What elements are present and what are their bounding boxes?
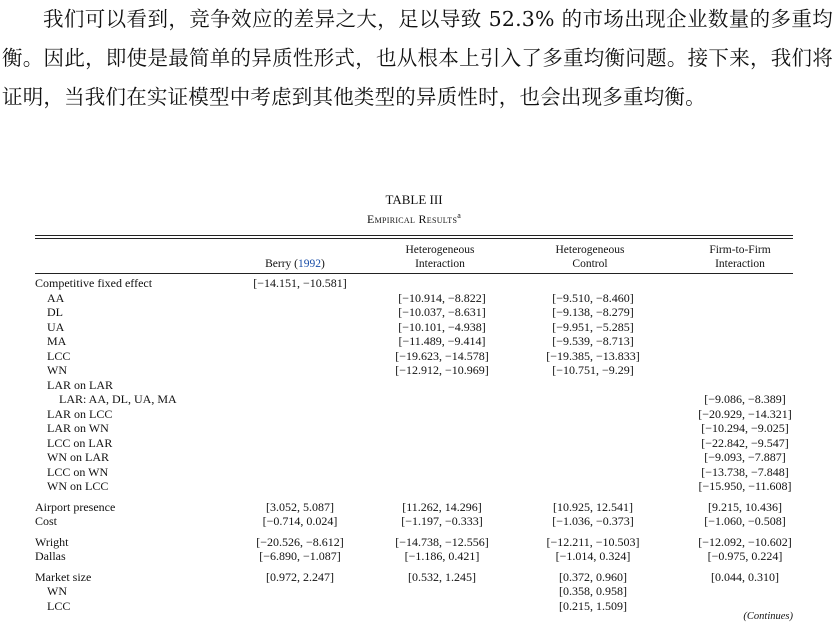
table-cell: [−9.138, −8.279] [552, 305, 634, 319]
table-cell: [−20.929, −14.321] [698, 406, 792, 421]
row-label: DL [47, 305, 63, 319]
table-cell: [−9.951, −5.285] [552, 319, 634, 334]
table-cell: [−1.014, 0.324] [555, 549, 631, 563]
table-row [35, 276, 793, 291]
table-title: TABLE III [385, 192, 443, 207]
table-row [35, 535, 793, 550]
row-label: LCC on LAR [47, 435, 113, 450]
table-header [35, 239, 793, 274]
table-row [35, 349, 793, 364]
table-row [35, 584, 793, 599]
table-cell: [−1.060, −0.508] [704, 514, 786, 528]
table-subtitle [35, 209, 793, 226]
table-cell: [−20.526, −8.612] [256, 534, 344, 549]
table-body [35, 276, 793, 613]
row-label: Market size [35, 569, 92, 584]
continues-note: (Continues) [743, 611, 793, 622]
column-header-heterogeneous-control: Heterogeneous Control [555, 244, 625, 270]
row-label: Dallas [35, 549, 66, 563]
table-row [35, 407, 793, 422]
row-label: UA [47, 319, 65, 334]
table-cell: [0.358, 0.958] [559, 584, 627, 598]
results-table [35, 192, 793, 613]
table-cell: [−1.036, −0.373] [552, 514, 634, 528]
row-label: Cost [35, 514, 58, 528]
table-row [35, 465, 793, 480]
table-cell: [11.262, 14.296] [402, 499, 482, 514]
table-row [35, 320, 793, 335]
table-cell: [−15.950, −11.608] [698, 479, 792, 493]
table-cell: [−12.211, −10.503] [546, 534, 640, 549]
table-row [35, 549, 793, 564]
table-cell: [9.215, 10.436] [708, 499, 782, 514]
row-label: MA [47, 334, 67, 348]
table-row [35, 305, 793, 320]
column-header-berry: Berry (1992) [265, 258, 325, 270]
table-top-rule [35, 235, 793, 236]
row-label: Competitive fixed effect [35, 276, 153, 290]
row-label: Airport presence [35, 499, 116, 514]
table-row [35, 291, 793, 306]
table-row [35, 479, 793, 494]
row-label: LCC [47, 598, 71, 613]
table-row [35, 334, 793, 349]
table-cell: [−1.197, −0.333] [401, 514, 483, 528]
row-label: AA [47, 290, 65, 305]
table-cell: [−9.086, −8.389] [704, 392, 786, 406]
column-header-firm-to-firm-interaction: Firm-to-Firm Interaction [709, 244, 771, 270]
row-label: LAR: AA, DL, UA, MA [59, 392, 177, 406]
table-cell: [0.532, 1.245] [408, 569, 476, 584]
table-row [35, 514, 793, 529]
row-label: WN [47, 363, 67, 377]
table-cell: [−9.093, −7.887] [704, 450, 786, 464]
table-cell: [−9.539, −8.713] [552, 334, 634, 348]
table-cell: [−9.510, −8.460] [552, 290, 634, 305]
table-cell: [−12.092, −10.602] [698, 534, 792, 549]
table-cell: [−10.914, −8.822] [398, 290, 486, 305]
table-cell: [−14.738, −12.556] [395, 534, 489, 549]
row-label: Wright [35, 534, 69, 549]
table-row [35, 599, 793, 614]
table-cell: [3.052, 5.087] [266, 499, 334, 514]
row-label: LAR on LCC [47, 406, 113, 421]
table-row [35, 500, 793, 515]
table-cell: [0.972, 2.247] [266, 569, 334, 584]
table-cell: [−14.151, −10.581] [253, 276, 347, 290]
table-row [35, 363, 793, 378]
table-subtitle-text: Empirical Results [366, 212, 458, 226]
table-row [35, 450, 793, 465]
table-cell: [−10.037, −8.631] [398, 305, 486, 319]
row-label: WN on LAR [47, 450, 109, 464]
table-cell: [−1.186, 0.421] [404, 549, 480, 563]
table-row [35, 436, 793, 451]
row-label: WN [47, 584, 67, 598]
table-cell: [−12.912, −10.969] [395, 363, 489, 377]
citation-link[interactable]: 1992 [298, 258, 322, 270]
table-cell: [−0.714, 0.024] [262, 514, 338, 528]
table-cell: [−10.751, −9.29] [552, 363, 634, 377]
table-cell: [0.044, 0.310] [711, 569, 779, 584]
table-cell: [−19.385, −13.833] [546, 348, 640, 363]
table-row [35, 378, 793, 393]
row-label: LAR on LAR [47, 377, 113, 392]
table-cell: [10.925, 12.541] [553, 499, 633, 514]
table-cell: [−10.101, −4.938] [398, 319, 486, 334]
table-cell: [−0.975, 0.224] [707, 549, 783, 563]
table-row [35, 421, 793, 436]
row-label: LAR on WN [47, 421, 109, 435]
table-cell: [−11.489, −9.414] [398, 334, 486, 348]
table-row [35, 570, 793, 585]
row-label: LCC [47, 348, 71, 363]
table-cell: [0.215, 1.509] [559, 598, 627, 613]
row-label: WN on LCC [47, 479, 109, 493]
table-cell: [−10.294, −9.025] [701, 421, 789, 435]
table-cell: [0.372, 0.960] [559, 569, 627, 584]
table-row [35, 392, 793, 407]
table-cell: [−6.890, −1.087] [259, 549, 341, 563]
table-footnote-mark: a [457, 211, 462, 220]
table-cell: [−19.623, −14.578] [395, 348, 489, 363]
table-cell: [−13.738, −7.848] [701, 464, 789, 479]
table-cell: [−22.842, −9.547] [701, 435, 789, 450]
row-label: LCC on WN [47, 464, 109, 479]
body-paragraph: 我们可以看到，竞争效应的差异之大，足以导致 52.3% 的市场出现企业数量的多重均衡。因此，即使是最简单的异质性形式，也从根本上引入了多重均衡问题。接下来，我们将证明，当我们在实证模型中考虑到其他类型的异质性时，也会出现多重均衡。 [2, 7, 833, 109]
column-header-heterogeneous-interaction: Heterogeneous Interaction [405, 244, 475, 270]
